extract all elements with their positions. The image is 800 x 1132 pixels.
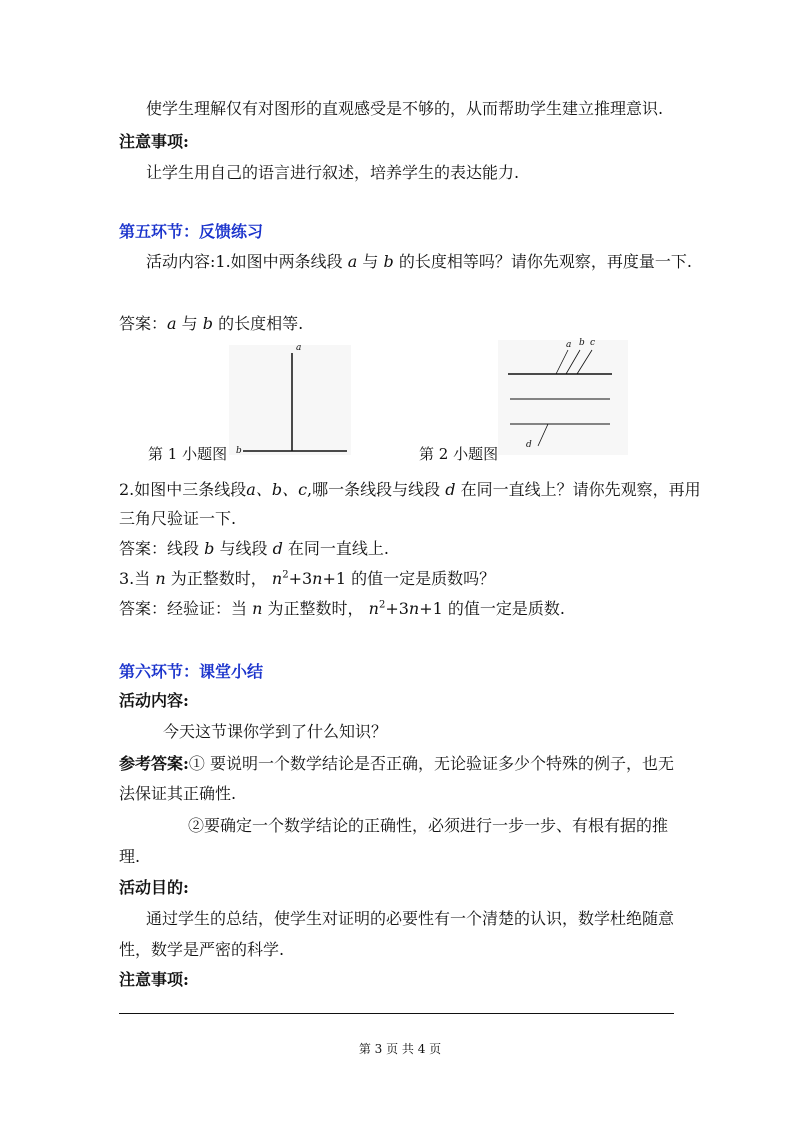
section6-heading: 第六环节：课堂小结 xyxy=(119,662,264,681)
expr-n: n xyxy=(368,599,379,618)
answer2-post: 在同一直线上. xyxy=(287,539,389,558)
var-b: b xyxy=(383,252,394,271)
answer2-pre: 答案：线段 xyxy=(119,539,200,558)
question-1 xyxy=(146,251,692,273)
var-n: n xyxy=(155,569,166,588)
q2-text-pre: 2.如图中三条线段 xyxy=(119,480,247,499)
q3-text-mid: 为正整数时， xyxy=(170,569,267,588)
activity-prefix: 活动内容: xyxy=(146,252,216,271)
expr-n: n xyxy=(312,569,323,588)
figure-2 xyxy=(498,340,628,455)
q1-text-post: 的长度相等吗？请你先观察，再度量一下. xyxy=(398,252,692,271)
q3-expression xyxy=(272,569,346,588)
section5-heading: 第五环节：反馈练习 xyxy=(119,222,264,241)
q1-text-pre: 1.如图中两条线段 xyxy=(215,252,343,271)
q2-text-post: 在同一直线上？请你先观察，再用 xyxy=(460,480,701,499)
var-a: a xyxy=(167,314,177,333)
answer-3 xyxy=(119,598,565,620)
footer-rule xyxy=(119,1013,674,1014)
expr-n: n xyxy=(271,569,283,588)
goal-text-1: 通过学生的总结，使学生对证明的必要性有一个清楚的认识，数学杜绝随意 xyxy=(146,909,675,928)
goal-text-2: 性，数学是严密的科学. xyxy=(119,940,285,959)
answer3-pre: 答案：经验证：当 xyxy=(119,599,248,618)
var-a: a xyxy=(347,252,358,271)
reference-heading: 参考答案: xyxy=(119,754,189,773)
var-n: n xyxy=(252,599,263,618)
answer1-post: 的长度相等. xyxy=(218,314,304,333)
note-heading: 注意事项: xyxy=(119,970,189,989)
reference-answer-1-cont: 法保证其正确性. xyxy=(119,784,237,803)
question-2-line-1 xyxy=(119,479,701,501)
figure-1 xyxy=(229,345,351,455)
fig2-label-b: b xyxy=(579,338,585,348)
expr-n: n xyxy=(408,599,420,618)
segment-b xyxy=(566,350,580,374)
expr-exponent: 2 xyxy=(282,569,289,581)
answer3-mid: 为正整数时， xyxy=(267,599,364,618)
q2-vars: a、b、c xyxy=(246,480,308,499)
segment-a xyxy=(556,350,568,374)
figure-2-drawing xyxy=(498,340,628,455)
fig1-label-b: b xyxy=(236,446,242,456)
page-footer: 第 3 页 共 4 页 xyxy=(358,1042,442,1056)
goal-heading: 活动目的: xyxy=(119,878,189,897)
answer2-mid: 与线段 xyxy=(219,539,268,558)
q3-text-pre: 3.当 xyxy=(119,569,151,588)
fig1-label-a: a xyxy=(296,343,302,353)
answer3-post: 的值一定是质数. xyxy=(447,599,565,618)
answer1-prefix: 答案： xyxy=(119,314,168,333)
var-d: d xyxy=(272,539,283,558)
answer1-mid: 与 xyxy=(181,314,198,333)
question-2-line-2: 三角尺验证一下. xyxy=(119,509,237,528)
summary-question: 今天这节课你学到了什么知识？ xyxy=(163,722,388,741)
segment-d xyxy=(538,424,548,446)
expr-exponent: 2 xyxy=(378,599,386,611)
paragraph-intuition: 使学生理解仅有对图形的直观感受是不够的，从而帮助学生建立推理意识. xyxy=(146,99,664,118)
expr-part: +3 xyxy=(288,569,313,588)
answer3-expression xyxy=(369,599,443,618)
note-heading: 注意事项: xyxy=(119,132,189,151)
paragraph-expression: 让学生用自己的语言进行叙述，培养学生的表达能力. xyxy=(146,163,520,182)
figure-1-caption: 第 1 小题图 xyxy=(148,445,228,463)
figure-1-drawing xyxy=(229,345,351,455)
answer-1 xyxy=(119,313,303,335)
figure-2-caption: 第 2 小题图 xyxy=(419,445,499,463)
fig2-label-a: a xyxy=(566,340,572,350)
q2-text-mid: ,哪一条线段与线段 xyxy=(307,480,441,499)
q1-text-mid: 与 xyxy=(362,252,379,271)
reference-text-1: ① 要说明一个数学结论是否正确，无论验证多少个特殊的例子，也无 xyxy=(188,754,675,773)
expr-part: +3 xyxy=(385,599,409,618)
reference-answer-2: ②要确定一个数学结论的正确性，必须进行一步一步、有根有据的推 xyxy=(188,816,669,835)
reference-answer-1 xyxy=(119,753,674,775)
activity-heading: 活动内容: xyxy=(119,691,189,710)
segment-c xyxy=(577,350,592,374)
var-d: d xyxy=(445,480,456,499)
expr-part: +1 xyxy=(419,599,443,618)
fig2-label-c: c xyxy=(590,338,596,348)
answer-2 xyxy=(119,538,389,560)
fig2-label-d: d xyxy=(526,440,532,450)
var-b: b xyxy=(204,539,215,558)
expr-part: +1 xyxy=(322,569,347,588)
reference-answer-2-cont: 理. xyxy=(119,847,141,866)
question-3 xyxy=(119,568,495,590)
var-b: b xyxy=(202,314,214,333)
q3-text-post: 的值一定是质数吗？ xyxy=(351,569,496,588)
